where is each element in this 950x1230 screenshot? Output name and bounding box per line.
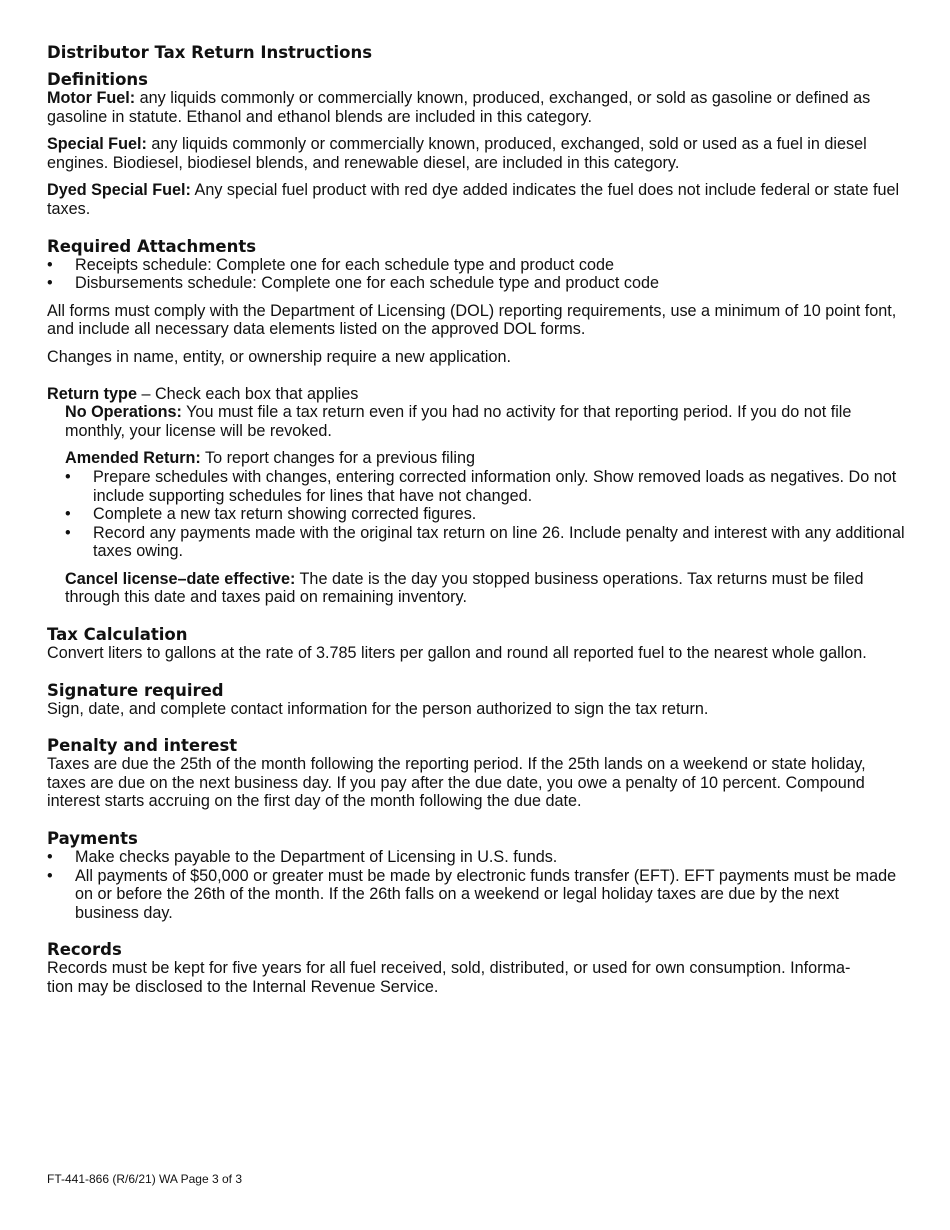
definitions-heading: Definitions <box>47 70 148 89</box>
penalty-text: Taxes are due the 25th of the month following the reporting period. If the 25th lands on a weekend or state holiday, taxes are due on the next business day. If you pay after the due date, you owe a penalty of 10 percent. Compound interest starts accruing on the first day of the month following the due date. <box>47 755 866 811</box>
definition-motor-fuel <box>47 89 907 126</box>
bullet-glyph: • <box>47 274 53 293</box>
definition-dyed-special-fuel <box>47 181 907 218</box>
term-return-type: Return type <box>47 384 137 403</box>
tax-calculation-text: Convert liters to gallons at the rate of 3.785 liters per gallon and round all reported fuel to the nearest whole gallon. <box>47 644 867 663</box>
list-item <box>47 256 907 275</box>
payments-heading: Payments <box>47 829 138 849</box>
term-special-fuel: Special Fuel: <box>47 135 147 154</box>
definition-special-fuel <box>47 135 907 172</box>
amended-item-new-return: Complete a new tax return showing corrected figures. <box>93 505 477 524</box>
bullet-glyph: • <box>65 467 71 486</box>
records-text <box>47 959 907 996</box>
no-operations-paragraph <box>65 403 907 440</box>
payment-eft: All payments of $50,000 or greater must be made by electronic funds transfer (EFT). EFT payments must be made on or before the 26th of the month. If the 26th falls on a weekend or legal holiday taxes are due by the next business day. <box>75 866 897 922</box>
required-attachments-heading: Required Attachments <box>47 236 257 256</box>
attachment-receipts: Receipts schedule: Complete one for each schedule type and product code <box>75 255 615 274</box>
attachment-disbursements: Disbursements schedule: Complete one for each schedule type and product code <box>75 274 659 293</box>
form-footer: FT-441-866 (R/6/21) WA Page 3 of 3 <box>47 1172 242 1186</box>
penalty-heading: Penalty and interest <box>47 736 238 756</box>
amended-return-list <box>65 468 907 561</box>
bullet-glyph: • <box>65 505 71 524</box>
cancel-license-paragraph <box>65 570 907 607</box>
amended-item-payments: Record any payments made with the original tax return on line 26. Include penalty and interest with any additional taxes owing. <box>93 523 905 561</box>
signature-text: Sign, date, and complete contact information for the person authorized to sign the tax return. <box>47 699 709 718</box>
text-amended-return: To report changes for a previous filing <box>200 449 475 468</box>
list-item <box>65 505 907 524</box>
signature-heading: Signature required <box>47 680 224 700</box>
bullet-glyph: • <box>47 255 53 274</box>
text-special-fuel: any liquids commonly or commercially known, produced, exchanged, sold or used as a fuel in diesel engines. Biodiesel, biodiesel blends, and renewable diesel, are included in this category. <box>47 135 867 172</box>
records-line-1: Records must be kept for five years for all fuel received, sold, distributed, or used for own consumption. Informa- <box>47 959 851 978</box>
term-motor-fuel: Motor Fuel: <box>47 89 136 107</box>
text-cancel-license: The date is the day you stopped business operations. Tax returns must be filed through this date and taxes paid on remaining inventory. <box>65 569 864 607</box>
text-return-type: – Check each box that applies <box>136 384 359 403</box>
return-type-line <box>47 385 907 404</box>
payments-list <box>47 848 907 922</box>
list-item <box>47 274 907 293</box>
changes-note: Changes in name, entity, or ownership require a new application. <box>47 347 512 366</box>
bullet-glyph: • <box>65 523 71 542</box>
records-heading: Records <box>47 940 122 960</box>
document-page <box>47 43 907 997</box>
list-item <box>47 867 907 923</box>
amended-return-paragraph <box>65 449 907 468</box>
text-motor-fuel: any liquids commonly or commercially known, produced, exchanged, or sold as gasoline or defined as gasoline in statute. Ethanol and ethanol blends are included in this category. <box>47 89 871 126</box>
term-amended-return: Amended Return: <box>65 449 201 468</box>
attachments-list <box>47 256 907 293</box>
text-dyed-special-fuel: Any special fuel product with red dye added indicates the fuel does not include federal or state fuel taxes. <box>47 181 900 218</box>
amended-item-schedules: Prepare schedules with changes, entering corrected information only. Show removed loads as negatives. Do not include supporting schedules for lines that have not changed. <box>93 467 897 505</box>
bullet-glyph: • <box>47 866 53 885</box>
payment-checks: Make checks payable to the Department of Licensing in U.S. funds. <box>75 848 558 867</box>
bullet-glyph: • <box>47 848 53 867</box>
text-no-operations: You must file a tax return even if you had no activity for that reporting period. If you do not file monthly, your license will be revoked. <box>65 403 852 440</box>
compliance-note: All forms must comply with the Department of Licensing (DOL) reporting requirements, use a minimum of 10 point font, and include all necessary data elements listed on the approved DOL forms. <box>47 301 897 339</box>
term-dyed-special-fuel: Dyed Special Fuel: <box>47 181 191 200</box>
list-item <box>47 848 907 867</box>
term-no-operations: No Operations: <box>65 403 182 422</box>
records-line-2: tion may be disclosed to the Internal Revenue Service. <box>47 978 439 996</box>
term-cancel-license: Cancel license–date effective: <box>65 569 296 588</box>
document-title: Distributor Tax Return Instructions <box>47 43 373 62</box>
list-item <box>65 468 907 505</box>
tax-calculation-heading: Tax Calculation <box>47 625 188 645</box>
return-type-options <box>47 403 907 607</box>
list-item <box>65 524 907 561</box>
